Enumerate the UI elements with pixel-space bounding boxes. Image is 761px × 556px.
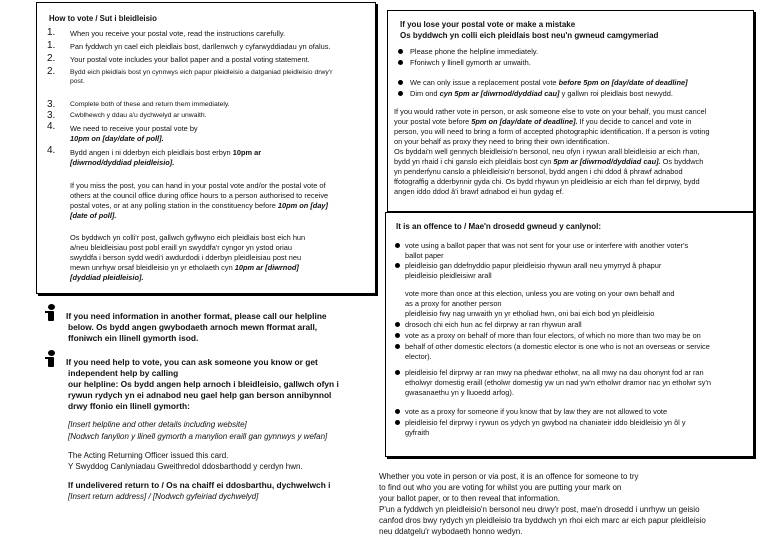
bullet-dot bbox=[395, 243, 400, 248]
offence-item: drosoch chi eich hun ac fel dirprwy ar ran rhywun arall bbox=[405, 320, 582, 329]
secrecy-text-cy: P'un a fyddwch yn pleidleisio'n bersonol neu drwy'r post, mae'n drosedd i unrhyw un geisio bbox=[379, 505, 700, 514]
format-info-line: If you need information in another format, please call our helpline bbox=[66, 311, 327, 321]
cancel-para-part: If you decide to cancel and vote in bbox=[579, 117, 692, 126]
para-cy-line: Os byddwch yn colli'r post, gallwch gyflwyno eich pleidlais bost eich hun bbox=[70, 233, 306, 242]
cancel-para-en: on your behalf as proxy they need to bring their own identification. bbox=[394, 137, 610, 146]
helpline-placeholder-en: [Insert helpline and other details including website] bbox=[68, 420, 247, 429]
info-icon-head bbox=[48, 304, 55, 310]
offence-item: gwasanaethu yn y lluoedd arfog). bbox=[405, 388, 514, 397]
cancel-deadline: 5pm on [day/date of deadline]. bbox=[471, 117, 578, 126]
lost-vote-item-part: Dim ond bbox=[410, 89, 438, 98]
bullet-dot bbox=[395, 420, 400, 425]
offence-item: etholwyr domestig eraill (etholwr domestig yw un nad yw'n etholwr dramor nac yn etholwr sy'n bbox=[405, 378, 711, 387]
step-number: 1. bbox=[47, 27, 56, 38]
return-address-placeholder: [Insert return address] / [Nodwch gyfeiriad dychwelyd] bbox=[68, 492, 259, 501]
para-en-line bbox=[70, 201, 328, 210]
cancel-deadline: 5pm ar [diwrnod/dyddiad cau]. bbox=[553, 157, 661, 166]
issuer-line-en: The Acting Returning Officer issued this card. bbox=[68, 451, 229, 460]
cancel-para-cy: yn penderfynu canslo a phleidleisio'n bersonol, bydd angen i chi ddod â phrawf adnabod bbox=[394, 167, 683, 176]
offence-item: vote using a ballot paper that was not sent for your use or interfere with another voter's bbox=[405, 241, 689, 250]
offence-item: vote as a proxy for someone if you know that by law they are not allowed to vote bbox=[405, 407, 668, 416]
lost-postal-vote-box bbox=[387, 10, 754, 212]
offence-item: as a proxy for another person bbox=[405, 299, 502, 308]
step-text: Cwblhewch y ddau a'u dychwelyd ar unwaith. bbox=[70, 112, 207, 119]
cancel-para-en bbox=[394, 117, 691, 126]
secrecy-text-en: to find out who you are voting for whilst you are putting your mark on bbox=[379, 483, 622, 492]
cancel-para-cy bbox=[394, 157, 703, 166]
step-text-part: Bydd angen i ni dderbyn eich pleidlais bost erbyn bbox=[70, 148, 231, 157]
bullet-dot bbox=[395, 322, 400, 327]
help-info-line: our helpline: Os bydd angen help arnoch i bleidleisio, gallwch ofyn i bbox=[68, 379, 339, 389]
para-cy-line: [dyddiad pleidleisio]. bbox=[70, 273, 144, 282]
para-cy-line: swyddfa i berson sydd wedi'i awdurdodi i dderbyn pleidleisiau post neu bbox=[70, 253, 302, 262]
step-text: Your postal vote includes your ballot paper and a postal voting statement. bbox=[70, 55, 310, 64]
lost-vote-item: Ffoniwch y llinell gymorth ar unwaith. bbox=[410, 58, 531, 67]
lost-vote-item-part: y gallwn roi pleidlais bost newydd. bbox=[561, 89, 673, 98]
cancel-para-en: If you would rather vote in person, or ask someone else to vote on your behalf, you must cancel bbox=[394, 107, 707, 116]
offences-title: It is an offence to / Mae'n drosedd gwneud y canlynol: bbox=[396, 222, 602, 231]
help-info-line: If you need help to vote, you can ask someone you know or get bbox=[66, 357, 318, 367]
para-cy-part: mewn unrhyw orsaf bleidleisio yn yr etholaeth cyn bbox=[70, 263, 233, 272]
bullet-dot bbox=[398, 60, 403, 65]
bullet-dot bbox=[398, 80, 403, 85]
offence-item: gyfraith bbox=[405, 428, 430, 437]
offence-item: elector). bbox=[405, 352, 432, 361]
lost-vote-item: Please phone the helpline immediately. bbox=[410, 47, 539, 56]
step-number: 3. bbox=[47, 99, 56, 110]
step-number: 1. bbox=[47, 40, 56, 51]
lost-vote-deadline: cyn 5pm ar [diwrnod/dyddiad cau] bbox=[439, 89, 560, 98]
para-cy-line bbox=[70, 263, 299, 272]
step-deadline: 10pm on [day/date of poll]. bbox=[70, 134, 164, 143]
offence-item: pleidleisio fel dirprwy ar ran mwy na phedwar etholwr, na all mwy na dau ohonynt fod ar ran bbox=[405, 368, 704, 377]
cancel-para-cy: angen iddo ddod â'i brawf adnabod ei hun gydag ef. bbox=[394, 187, 564, 196]
how-to-vote-box bbox=[36, 2, 376, 294]
format-info-line: below. Os bydd angen gwybodaeth arnoch mewn fformat arall, bbox=[68, 322, 318, 332]
return-address-line: If undelivered return to / Os na chaiff ei ddosbarthu, dychwelwch i bbox=[68, 480, 331, 490]
how-to-vote-title: How to vote / Sut i bleidleisio bbox=[49, 14, 157, 23]
info-icon bbox=[43, 350, 59, 368]
cancel-para-part: Os byddwch bbox=[662, 157, 704, 166]
step-text: Complete both of these and return them immediately. bbox=[70, 101, 230, 108]
bullet-dot bbox=[395, 333, 400, 338]
help-info-line: rywun rydych yn ei adnabod neu gael help gan berson annibynnol bbox=[68, 390, 332, 400]
bullet-dot bbox=[398, 91, 403, 96]
para-en-line: If you miss the post, you can hand in your postal vote and/or the postal vote of bbox=[70, 181, 326, 190]
cancel-para-part: your postal vote before bbox=[394, 117, 470, 126]
info-icon-head bbox=[48, 350, 55, 356]
cancel-para-en: person, you will need to bring a form of accepted photographic identification. If a person is voting bbox=[394, 127, 710, 136]
step-text: We need to receive your postal vote by bbox=[70, 124, 198, 133]
cancel-para-part: bydd yn rhaid i chi ganslo eich pleidlais bost cyn bbox=[394, 157, 552, 166]
cancel-para-cy: ffotograffig a dderbynnir gyda chi. Os bydd rhywun yn pleidleisio ar eich rhan fel dirprwy, bydd bbox=[394, 177, 700, 186]
lost-vote-item bbox=[410, 78, 688, 87]
para-cy-line: a/neu bleidleisiau post pobl eraill yn swyddfa'r cyngor yn ystod oriau bbox=[70, 243, 293, 252]
lost-vote-title-en: If you lose your postal vote or make a mistake bbox=[400, 20, 576, 29]
help-info-line: independent help by calling bbox=[68, 368, 179, 378]
offence-item: behalf of other domestic electors (a domestic elector is one who is not an overseas or service bbox=[405, 342, 710, 351]
helpline-placeholder-cy: [Nodwch fanylion y llinell gymorth a manylion eraill gan gynnwys y wefan] bbox=[68, 432, 328, 441]
offence-item: ballot paper bbox=[405, 251, 444, 260]
step-number: 2. bbox=[47, 66, 56, 77]
bullet-dot bbox=[395, 263, 400, 268]
offence-item: pleidleisio fwy nag unwaith yn yr etholiad hwn, oni bai eich bod yn pleidleisio bbox=[405, 309, 655, 318]
step-text: Pan fyddwch yn cael eich pleidlais bost, darllenwch y cyfarwyddiadau yn ofalus. bbox=[70, 42, 331, 51]
bullet-dot bbox=[395, 370, 400, 375]
para-en-deadline: 10pm on [day] bbox=[277, 201, 329, 210]
secrecy-text-cy: neu ddatgelu'r wybodaeth honno wedyn. bbox=[379, 527, 523, 536]
step-text-bold: 10pm ar bbox=[232, 148, 262, 157]
step-text: Bydd eich pleidlais bost yn cynnwys eich papur pleidleisio a datganiad pleidleisio drwy'r bbox=[70, 69, 333, 76]
offence-item: vote more than once at this election, unless you are voting on your own behalf and bbox=[405, 289, 675, 298]
step-number: 4. bbox=[47, 121, 56, 132]
para-en-line: others at the council office during office hours to a person authorised to receive bbox=[70, 191, 329, 200]
step-number: 4. bbox=[47, 145, 56, 156]
bullet-dot bbox=[395, 409, 400, 414]
info-icon-brim bbox=[45, 311, 50, 313]
lost-vote-title-cy: Os byddwch yn colli eich pleidlais bost neu'n gwneud camgymeriad bbox=[400, 31, 659, 40]
offence-item: pleidleisio pleidleisiwr arall bbox=[405, 271, 492, 280]
info-icon bbox=[43, 304, 59, 322]
para-cy-deadline: 10pm ar [diwrnod] bbox=[234, 263, 299, 272]
para-en-line: [date of poll]. bbox=[70, 211, 117, 220]
offence-item: pleidleisio fel dirprwy i rywun os ydych yn gwybod na chaniateir iddo bleidleisio yn ôl y bbox=[405, 418, 686, 427]
offences-box bbox=[385, 212, 754, 457]
format-info-line: ffoniwch ein llinell gymorth isod. bbox=[68, 333, 199, 343]
para-en-part: postal votes, or at any polling station in the constituency before bbox=[70, 201, 276, 210]
offence-item: pleidleisio gan ddefnyddio papur pleidleisio rhywun arall neu ymyrryd â phapur bbox=[405, 261, 662, 270]
lost-vote-item-part: We can only issue a replacement postal vote bbox=[410, 78, 557, 87]
cancel-para-cy: Os byddai'n well gennych bleidleisio'n bersonol, neu ofyn i rywun arall bleidleisio ar eich rhan, bbox=[394, 147, 700, 156]
step-text bbox=[70, 148, 261, 157]
step-text-cont: post. bbox=[70, 78, 85, 85]
step-deadline: [diwrnod/dyddiad pleidleisio]. bbox=[70, 158, 175, 167]
offence-item: vote as a proxy on behalf of more than four electors, of which no more than two may be on bbox=[405, 331, 701, 340]
step-number: 3. bbox=[47, 110, 56, 121]
step-text: When you receive your postal vote, read the instructions carefully. bbox=[70, 29, 286, 38]
secrecy-text-en: your ballot paper, or to then reveal that information. bbox=[379, 494, 560, 503]
bullet-dot bbox=[395, 344, 400, 349]
lost-vote-deadline: before 5pm on [day/date of deadline] bbox=[558, 78, 688, 87]
step-number: 2. bbox=[47, 53, 56, 64]
lost-vote-item bbox=[410, 89, 673, 98]
secrecy-text-en: Whether you vote in person or via post, it is an offence for someone to try bbox=[379, 472, 639, 481]
help-info-line: drwy ffonio ein llinell gymorth: bbox=[68, 401, 190, 411]
issuer-line-cy: Y Swyddog Canlyniadau Gweithredol ddosbarthodd y cerdyn hwn. bbox=[68, 462, 303, 471]
bullet-dot bbox=[398, 49, 403, 54]
secrecy-text-cy: canfod dros bwy rydych yn pleidleisio tra byddwch yn rhoi eich marc ar eich papur pleidleisio bbox=[379, 516, 706, 525]
info-icon-brim bbox=[45, 357, 50, 359]
